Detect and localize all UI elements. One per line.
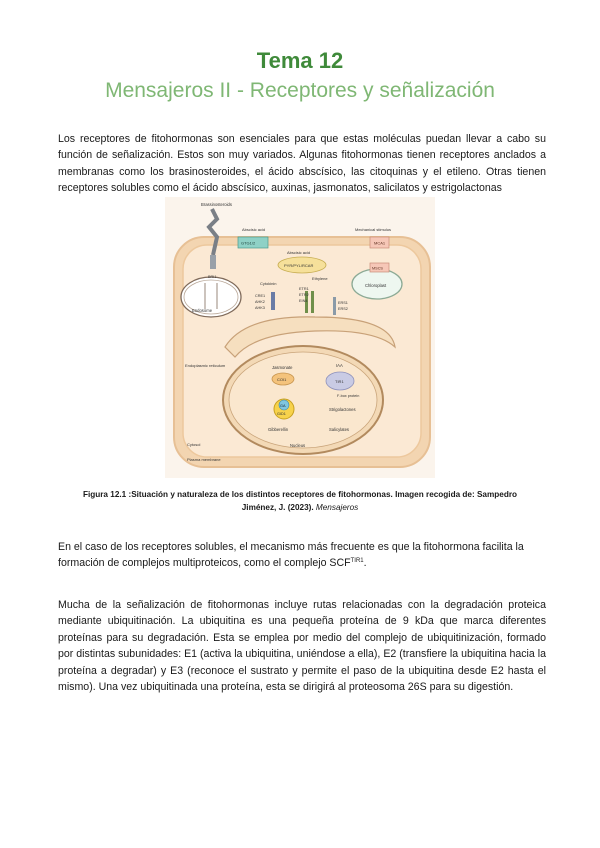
fig-label-plasma-membrane: Plasma membrane [187, 457, 221, 462]
fig-label-ahk2: AHK2 [255, 300, 265, 304]
page-subtitle: Mensajeros II - Receptores y señalización [105, 79, 495, 102]
receptor-figure [165, 197, 435, 478]
fig-label-ers2: ERS2 [338, 307, 348, 311]
fig-label-ahk3: AHK3 [255, 306, 265, 310]
caption-text: Figura 12.1 :Situación y naturaleza de los distintos receptores de fitohormonas. Imagen recogida de: Sampedro Jiménez, J. (2023). [82, 490, 518, 512]
fig-label-er: Endoplasmic reticulum [185, 363, 226, 368]
fig-label-salicylates: Salicylates [329, 427, 350, 432]
fig-label-strigolactones: Strigolactones [329, 407, 356, 412]
fig-label-mechanical: Mechanical stimulus [355, 227, 392, 232]
ubiquitin-paragraph: Mucha de la señalización de fitohormonas incluye rutas relacionadas con la degradación proteica mediante ubiquitinación. La ubiquitina es una pequeña proteína de 9 kDa que marca diferentes proteínas para su degradación. Esta se emplea por medio del complejo de ubiquitinización, formado por distintas subunidades: E1 (activa la ubiquitina, uniéndose a ella), E2 (transfiere la ubiquitina hacia la proteína a degradar) y E3 (reconoce el sustrato y permite el paso de la ubiquitina desde E2 hasta el mismo). Una vez ubiquitinada una proteína, esta se dirigirá al proteosoma 26S para su digestión. [58, 599, 546, 694]
fig-label-iaa: IAA [336, 363, 343, 368]
fig-label-abscisic-inner: Abscisic acid [287, 250, 311, 255]
fig-label-tir1: TIR1 [335, 379, 344, 384]
fig-label-cytosol: Cytosol [187, 442, 201, 447]
fig-label-ga: GA [280, 404, 286, 408]
p2-text: En el caso de los receptores solubles, el mecanismo más frecuente es que la fitohormona facilita la formación de complejos multiproteicos, como el complejo SCF [58, 541, 524, 570]
fig-label-etr1: ETR1 [299, 287, 309, 291]
figure-caption [70, 488, 530, 514]
fig-label-mscs: MSCS [372, 266, 383, 271]
fig-label-chloroplast: Chloroplast [365, 283, 387, 288]
page-title: Tema 12 [256, 48, 344, 73]
fig-label-mca: MCA1 [374, 240, 386, 246]
soluble-receptors-paragraph [58, 539, 546, 572]
fig-label-ers1: ERS1 [338, 301, 348, 305]
caption-italic: Mensajeros [315, 503, 359, 512]
fig-label-pyr: PYR/PYL/RCAR [284, 263, 314, 268]
fig-label-jasmonate: Jasmonate [272, 365, 293, 370]
fig-label-coi1: COI1 [277, 377, 287, 382]
fig-label-gtg: GTG1/2 [241, 240, 256, 246]
fig-label-cytokinin: Cytokinin [260, 281, 277, 286]
tir1-superscript: TIR1 [350, 558, 364, 565]
intro-paragraph: Los receptores de fitohormonas son esenciales para que estas moléculas puedan llevar a cabo su función de señalización. Estos son muy variados. Algunas fitohormonas tienen receptores anclados a membranas como los brasinosteroides, el ácido abscísico, las citoquinas y el etileno. Otras tienen receptores solubles como el ácido abscísico, auxinas, jasmonatos, salicilatos y estrigolactonas [58, 133, 546, 195]
fig-label-endosome: Endosome [192, 308, 213, 313]
fig-label-gibberellin: Gibberellin [268, 427, 289, 432]
p2-end: . [363, 557, 367, 570]
fig-label-ethylene: Ethylene [312, 276, 328, 281]
fig-label-brassinosteroids: Brassinosteroids [201, 202, 232, 207]
fig-label-fbox: F-box protein [337, 394, 360, 398]
fig-label-gid1: GID1 [277, 412, 286, 416]
fig-label-nucleus: Nucleus [290, 443, 306, 448]
fig-label-bri1: BRI1 [208, 275, 217, 279]
fig-label-abscisic-top: Abscisic acid [242, 227, 266, 232]
fig-label-ein4: EIN4 [299, 299, 308, 303]
fig-label-etr2: ETR2 [299, 293, 309, 297]
fig-label-cre1: CRE1 [255, 294, 266, 298]
